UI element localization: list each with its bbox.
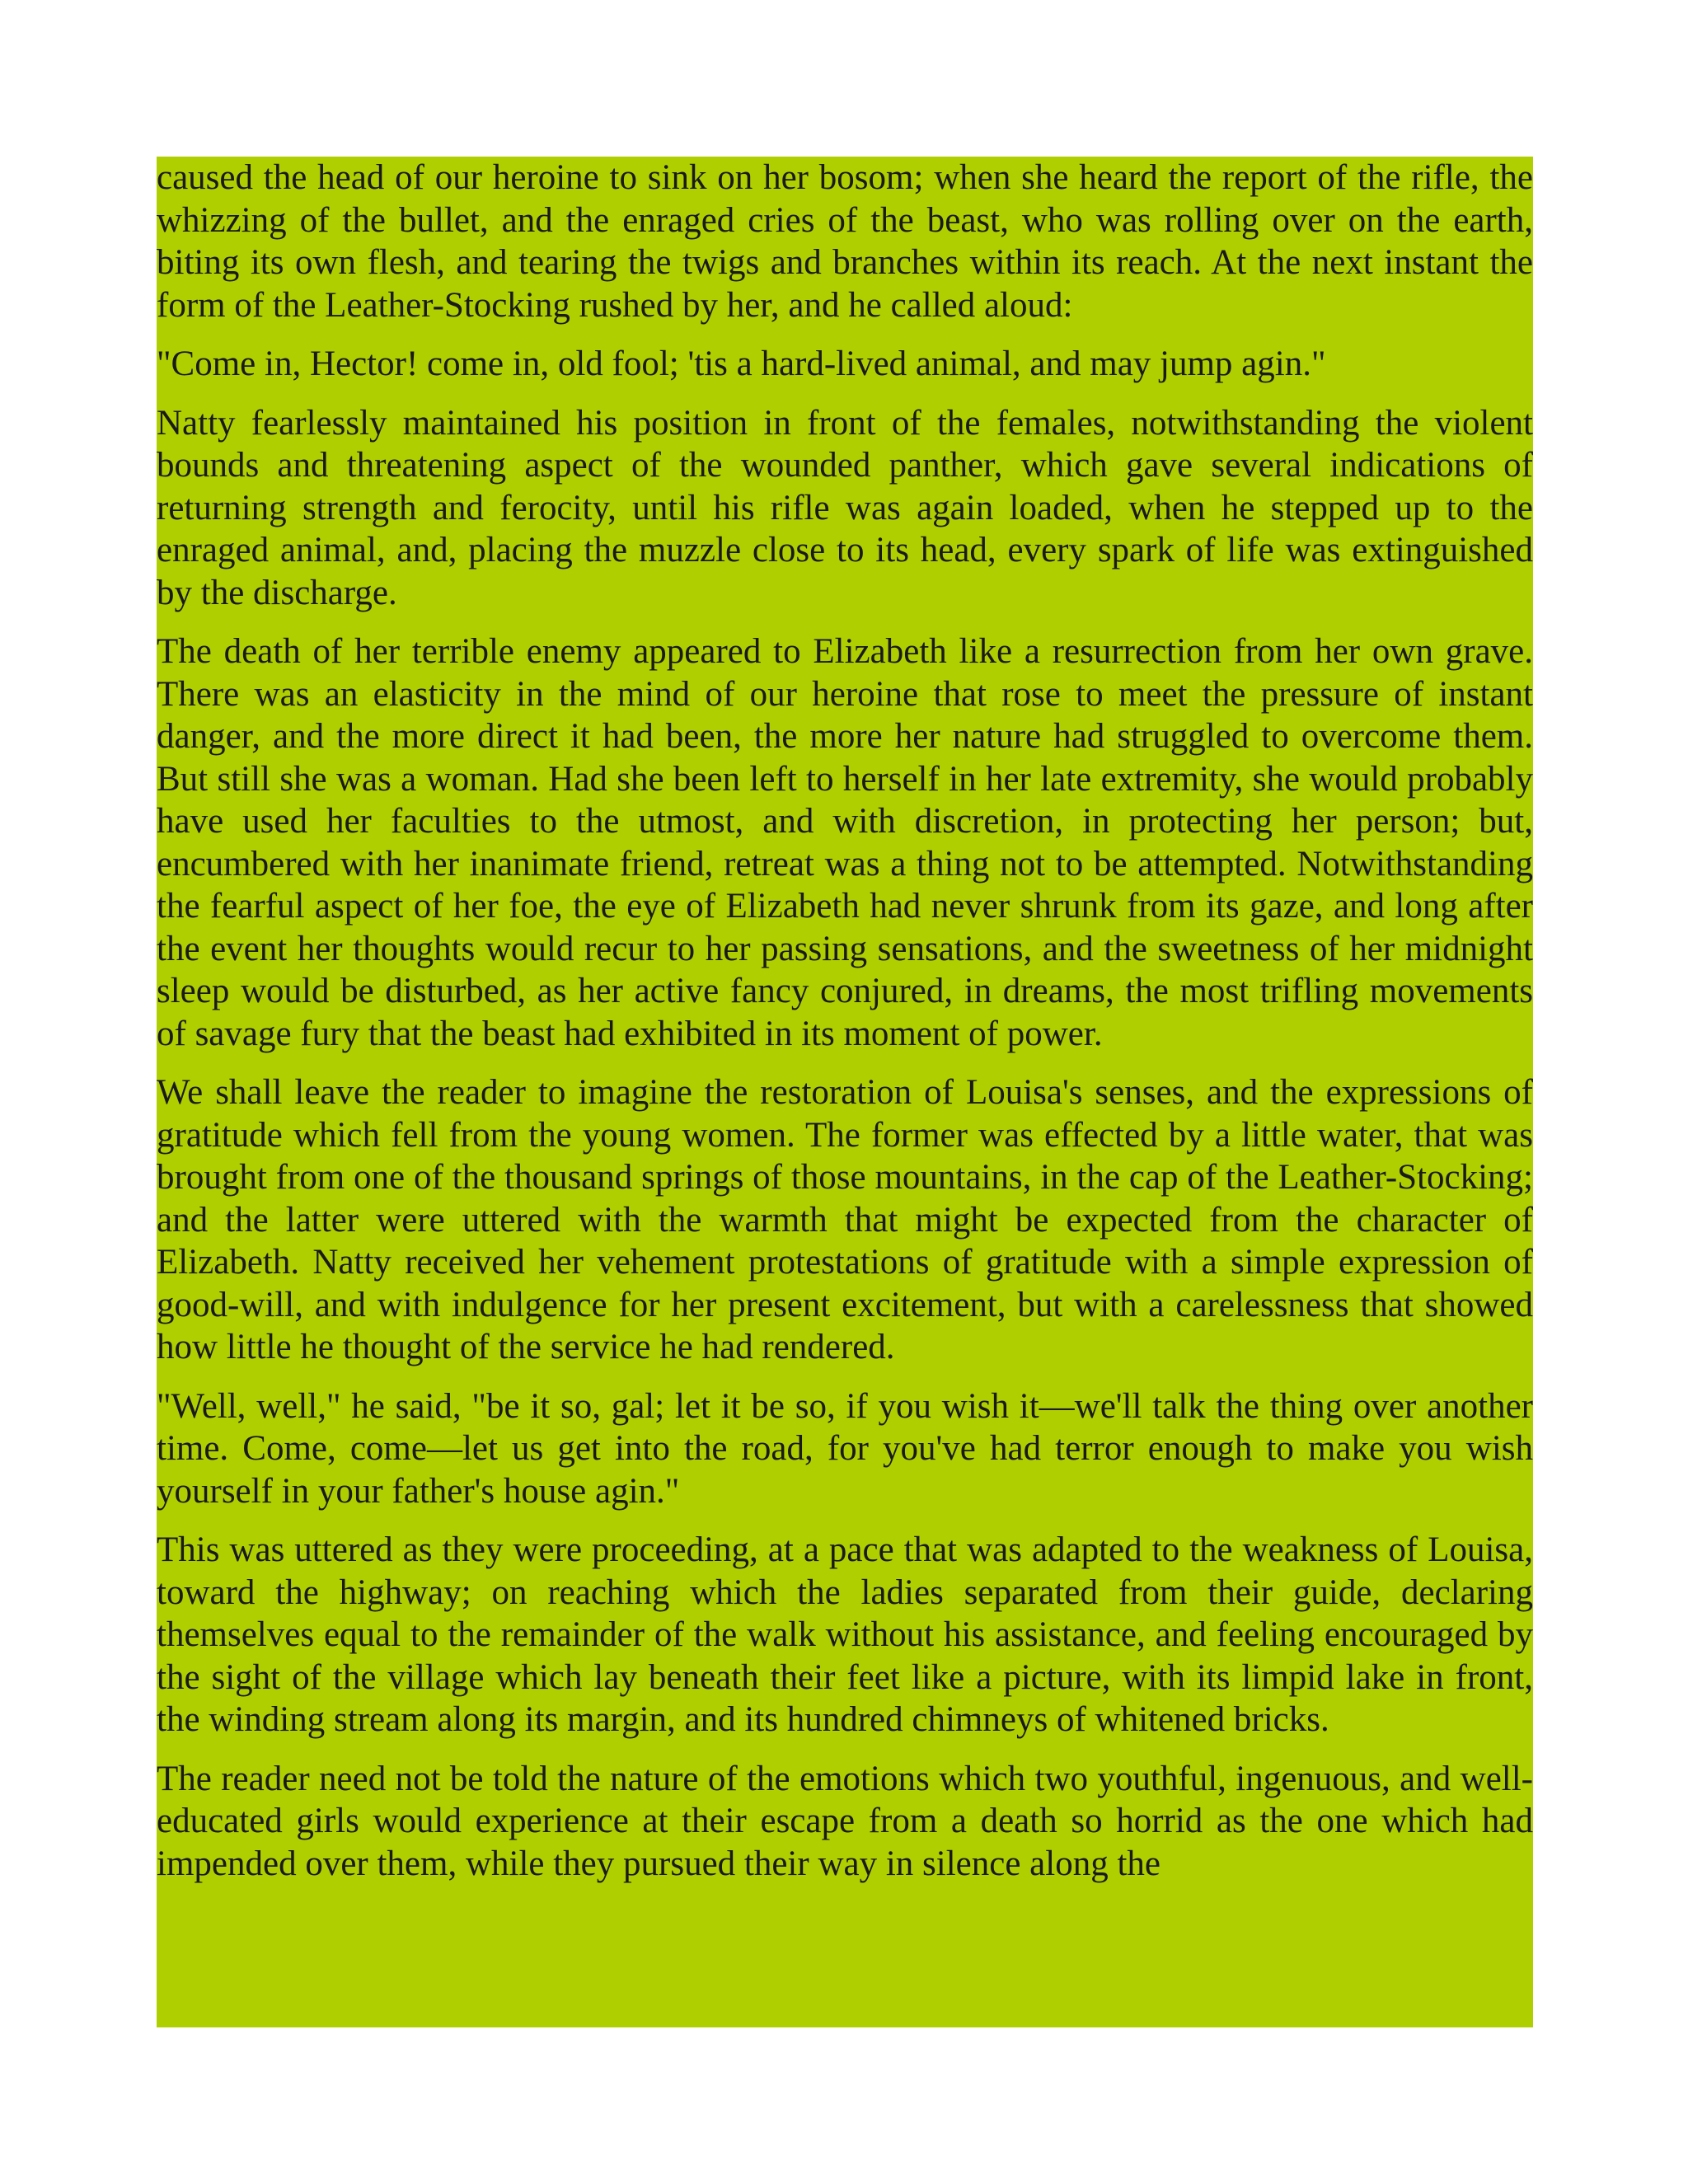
paragraph: We shall leave the reader to imagine the restoration of Louisa's senses, and the expressions of gratitude which fell from the young women. The former was effected by a little water, that was brought from one of the thousand springs of those mountains, in the cap of the Leather-Stocking; and the latter were uttered with the warmth that might be expected from the character of Elizabeth. Natty received her vehement protestations of gratitude with a simple expression of good-will, and with indulgence for her present excitement, but with a carelessness that showed how little he thought of the service he had rendered.: [157, 1073, 1533, 1366]
paragraph: caused the head of our heroine to sink on her bosom; when she heard the report of the rifle, the whizzing of the bullet, and the enraged cries of the beast, who was rolling over on the earth, biting its own flesh, and tearing the twigs and branches within its reach. At the next instant the form of the Leather-Stocking rushed by her, and he called aloud:: [157, 158, 1533, 325]
paragraph: "Come in, Hector! come in, old fool; 'tis a hard-lived animal, and may jump agin.": [157, 344, 1326, 383]
paragraph: "Well, well," he said, "be it so, gal; let it be so, if you wish it—we'll talk the thing over another time. Come, come—let us get into the road, for you've had terror enough to make you wish yourself in your father's house agin.": [157, 1386, 1533, 1511]
paragraph: The death of her terrible enemy appeared to Elizabeth like a resurrection from her own grave. There was an elasticity in the mind of our heroine that rose to meet the pressure of instant danger, and the more direct it had been, the more her nature had struggled to overcome them. But still she was a woman. Had she been left to herself in her late extremity, she would probably have used her faculties to the utmost, and with discretion, in protecting her person; but, encumbered with her inanimate friend, retreat was a thing not to be attempted. Notwithstanding the fearful aspect of her foe, the eye of Elizabeth had never shrunk from its gaze, and long after the event her thoughts would recur to her passing sensations, and the sweetness of her midnight sleep would be disturbed, as her active fancy conjured, in dreams, the most trifling movements of savage fury that the beast had exhibited in its moment of power.: [157, 632, 1533, 1053]
paragraph: The reader need not be told the nature of the emotions which two youthful, ingenuous, and well-educated girls would experience at their escape from a death so horrid as the one which had impended over them, while they pursued their way in silence along the: [157, 1759, 1533, 1883]
paragraph: This was uttered as they were proceeding, at a pace that was adapted to the weakness of Louisa, toward the highway; on reaching which the ladies separated from their guide, declaring themselves equal to the remainder of the walk without his assistance, and feeling encouraged by the sight of the village which lay beneath their feet like a picture, with its limpid lake in front, the winding stream along its margin, and its hundred chimneys of whitened bricks.: [157, 1530, 1533, 1739]
paragraph: Natty fearlessly maintained his position in front of the females, notwithstanding the violent bounds and threatening aspect of the wounded panther, which gave several indications of returning strength and ferocity, until his rifle was again loaded, when he stepped up to the enraged animal, and, placing the muzzle close to its head, every spark of life was extinguished by the discharge.: [157, 403, 1533, 612]
text-block: [157, 157, 1533, 2027]
